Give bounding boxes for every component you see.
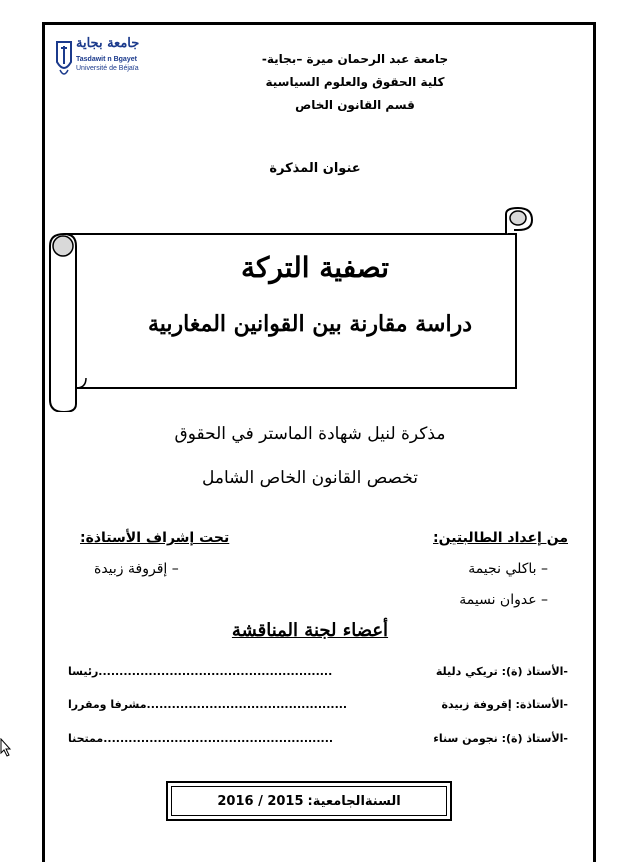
student-name: – عدوان نسيمة — [459, 592, 548, 608]
supervision-heading: تحت إشراف الأستاذة: — [80, 530, 230, 546]
supervisor-name: – إقروفة زبيدة — [94, 561, 179, 577]
logo-universite-text: Université de Béjaïa — [76, 65, 139, 72]
university-name: جامعة عبد الرحمان ميرة –بجاية- — [261, 52, 449, 66]
jury-member-row — [68, 665, 568, 678]
jury-title: أعضاء لجنة المناقشة — [231, 620, 389, 641]
memo-title-label: عنوان المذكرة — [269, 161, 361, 176]
student-name: – باكلي نجيمة — [468, 561, 548, 577]
academic-year-value: 2016 / 2015 — [217, 793, 304, 809]
logo-arabic-text: جامعة بجاية — [76, 36, 140, 51]
thesis-subtitle: دراسة مقارنة بين القوانين المغاربية — [147, 311, 473, 337]
degree-line: مذكرة لنيل شهادة الماستر في الحقوق — [174, 424, 446, 444]
faculty-name: كلية الحقوق والعلوم السياسية — [265, 75, 445, 89]
department-name: قسم القانون الخاص — [295, 98, 415, 112]
jury-member-name: -الأستاذة: إقروفة زبيدة — [441, 698, 568, 711]
jury-member-role: مشرفا ومقررا — [68, 698, 147, 711]
jury-member-name: -الأستاذ (ة): تريكي دليلة — [435, 665, 568, 678]
jury-member-role: رئيسا — [68, 665, 99, 678]
jury-member-name: -الأستاذ (ة): نجومن سناء — [433, 732, 568, 745]
title-scroll-banner — [46, 206, 536, 412]
thesis-main-title: تصفية التركة — [241, 251, 389, 284]
jury-member-role: ممتحنا — [68, 732, 104, 745]
jury-dots: ................................................ — [146, 698, 348, 711]
jury-member-row — [68, 732, 568, 745]
university-emblem-icon — [54, 40, 74, 80]
mouse-pointer-icon — [0, 738, 12, 758]
jury-dots: ........................................................ — [98, 665, 333, 678]
jury-member-row — [68, 698, 568, 711]
jury-dots: ....................................................... — [103, 732, 334, 745]
logo-tasdawit-text: Tasdawit n Bgayet — [76, 56, 137, 63]
academic-year-label: السنةالجامعية: — [307, 793, 401, 809]
academic-year-box — [166, 781, 452, 821]
prepared-by-heading: من إعداد الطالبتين: — [433, 530, 568, 546]
specialty-line: تخصص القانون الخاص الشامل — [201, 468, 418, 488]
academic-year-inner — [171, 786, 447, 816]
